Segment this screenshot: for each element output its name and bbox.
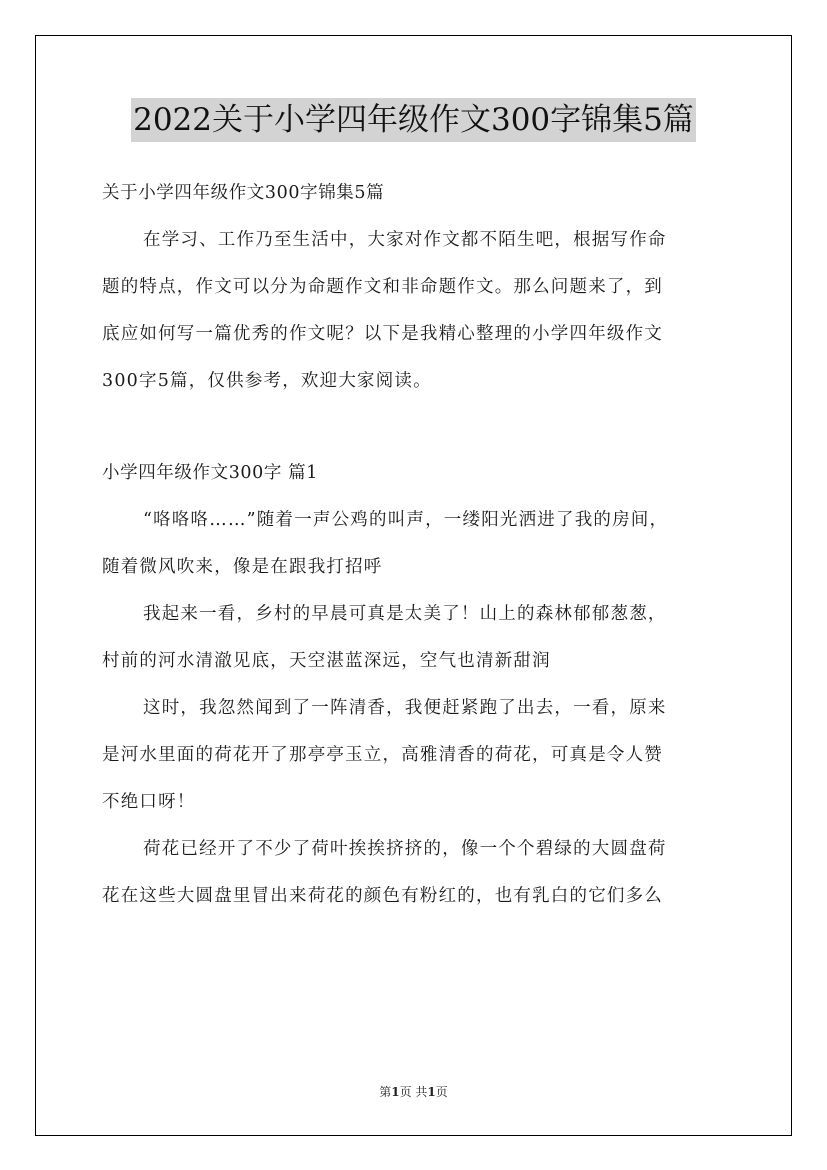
section-gap (102, 405, 727, 450)
paragraph-line: “咯咯咯……”随着一声公鸡的叫声，一缕阳光洒进了我的房间， (143, 510, 669, 530)
page-footer (0, 1083, 827, 1101)
document-subtitle: 关于小学四年级作文300字锦集5篇 (102, 183, 385, 203)
section-heading: 小学四年级作文300字 篇1 (102, 463, 318, 483)
document-title: 2022关于小学四年级作文300字锦集5篇 (131, 98, 696, 142)
paragraph-line: 是河水里面的荷花开了那亭亭玉立，高雅清香的荷花，可真是令人赞 (102, 745, 663, 765)
intro-paragraph (102, 217, 727, 405)
page-total: 1 (427, 1085, 436, 1099)
intro-line: 在学习、工作乃至生活中，大家对作文都不陌生吧，根据写作命 (143, 230, 667, 250)
page-mid: 页 共 (399, 1085, 428, 1099)
paragraph-line: 花在这些大圆盘里冒出来荷花的颜色有粉红的，也有乳白的它们多么 (102, 886, 663, 906)
paragraph-2 (102, 591, 727, 685)
paragraph-3 (102, 685, 727, 826)
paragraph-1 (102, 497, 727, 591)
intro-line: 题的特点，作文可以分为命题作文和非命题作文。那么问题来了，到 (102, 277, 663, 297)
paragraph-line: 随着微风吹来，像是在跟我打招呼 (102, 557, 383, 577)
document-body (102, 170, 727, 920)
paragraph-line: 我起来一看，乡村的早晨可真是太美了！山上的森林郁郁葱葱， (143, 604, 667, 624)
intro-line: 300字5篇，仅供参考，欢迎大家阅读。 (102, 371, 432, 391)
paragraph-line: 不绝口呀！ (102, 792, 196, 812)
paragraph-line: 村前的河水清澈见底，天空湛蓝深远，空气也清新甜润 (102, 651, 551, 671)
page-current: 1 (391, 1085, 400, 1099)
paragraph-line: 这时，我忽然闻到了一阵清香，我便赶紧跑了出去，一看，原来 (143, 698, 667, 718)
page-prefix: 第 (379, 1085, 392, 1099)
paragraph-line: 荷花已经开了不少了荷叶挨挨挤挤的，像一个个碧绿的大圆盘荷 (143, 839, 667, 859)
title-container (0, 98, 827, 142)
page-suffix: 页 (435, 1085, 448, 1099)
paragraph-4 (102, 826, 727, 920)
intro-line: 底应如何写一篇优秀的作文呢？以下是我精心整理的小学四年级作文 (102, 324, 663, 344)
